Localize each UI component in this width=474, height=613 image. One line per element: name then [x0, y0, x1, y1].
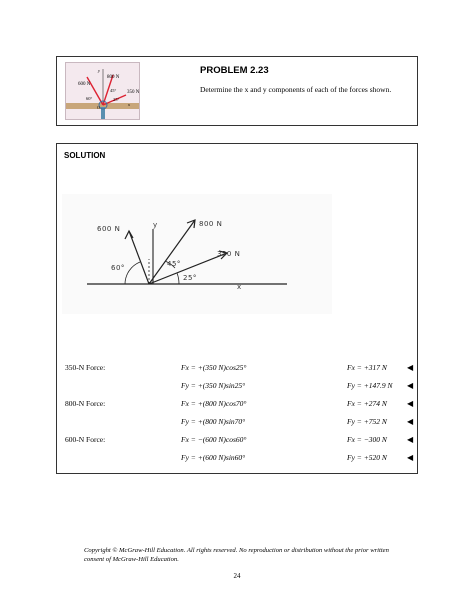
- row-equation: Fx = +(800 N)cos70°: [181, 399, 247, 408]
- solution-row: [57, 363, 417, 377]
- result-marker-icon: ◀: [407, 363, 414, 372]
- sketch-label-600n: 600 N: [97, 225, 121, 233]
- row-equation: Fy = +(350 N)sin25°: [181, 381, 246, 390]
- force-sketch: [57, 189, 417, 349]
- result-marker-icon: ◀: [407, 399, 414, 408]
- row-equation: Fy = +(800 N)sin70°: [181, 417, 246, 426]
- thumb-label-25deg: 25°: [113, 97, 120, 102]
- thumb-label-x: x: [128, 102, 130, 107]
- row-result: Fx = +274 N: [347, 399, 387, 408]
- problem-figure-thumbnail: [65, 62, 140, 120]
- solution-row: [57, 399, 417, 413]
- row-result: Fx = +317 N: [347, 363, 387, 372]
- row-label: 350-N Force:: [65, 363, 106, 372]
- thumb-label-45deg: 45°: [110, 88, 117, 93]
- row-result: Fy = +752 N: [347, 417, 387, 426]
- result-marker-icon: ◀: [407, 435, 414, 444]
- sketch-label-350n: 350 N: [217, 250, 241, 258]
- solution-row: [57, 381, 417, 395]
- sketch-label-25deg: 25°: [183, 274, 197, 282]
- row-label: 600-N Force:: [65, 435, 106, 444]
- thumbnail-diagram: [66, 63, 140, 120]
- problem-box: [56, 56, 418, 126]
- row-equation: Fy = +(600 N)sin60°: [181, 453, 246, 462]
- row-equation: Fx = +(350 N)cos25°: [181, 363, 247, 372]
- sketch-label-y: y: [153, 221, 158, 229]
- solution-row: [57, 453, 417, 467]
- copyright-notice: Copyright © McGraw-Hill Education. All rights reserved. No reproduction or distribution without the prior written consent of McGraw-Hill Education.: [84, 547, 389, 563]
- thumb-label-60deg: 60°: [86, 96, 93, 101]
- result-marker-icon: ◀: [407, 417, 414, 426]
- solution-row: [57, 435, 417, 449]
- thumb-label-600: 600 N: [78, 82, 91, 87]
- sketch-label-60deg: 60°: [111, 264, 125, 272]
- result-marker-icon: ◀: [407, 453, 414, 462]
- thumb-label-y: y: [98, 68, 100, 73]
- solution-title: SOLUTION: [64, 151, 106, 160]
- thumb-label-800: 800 N: [107, 75, 120, 80]
- sketch-label-800n: 800 N: [199, 220, 223, 228]
- row-result: Fy = +520 N: [347, 453, 387, 462]
- row-equation: Fx = −(600 N)cos60°: [181, 435, 247, 444]
- result-marker-icon: ◀: [407, 381, 414, 390]
- problem-statement: Determine the x and y components of each of the forces shown.: [200, 85, 392, 94]
- thumb-label-origin: O: [97, 105, 100, 110]
- row-label: 800-N Force:: [65, 399, 106, 408]
- sketch-label-x: x: [237, 283, 242, 291]
- problem-title: PROBLEM 2.23: [200, 65, 269, 76]
- row-result: Fx = −300 N: [347, 435, 387, 444]
- row-result: Fy = +147.9 N: [347, 381, 393, 390]
- sketch-label-45deg: 45°: [167, 260, 181, 268]
- page-number: 24: [233, 572, 241, 580]
- thumb-label-350: 350 N: [127, 90, 140, 95]
- solution-row: [57, 417, 417, 431]
- solution-box: [56, 143, 418, 474]
